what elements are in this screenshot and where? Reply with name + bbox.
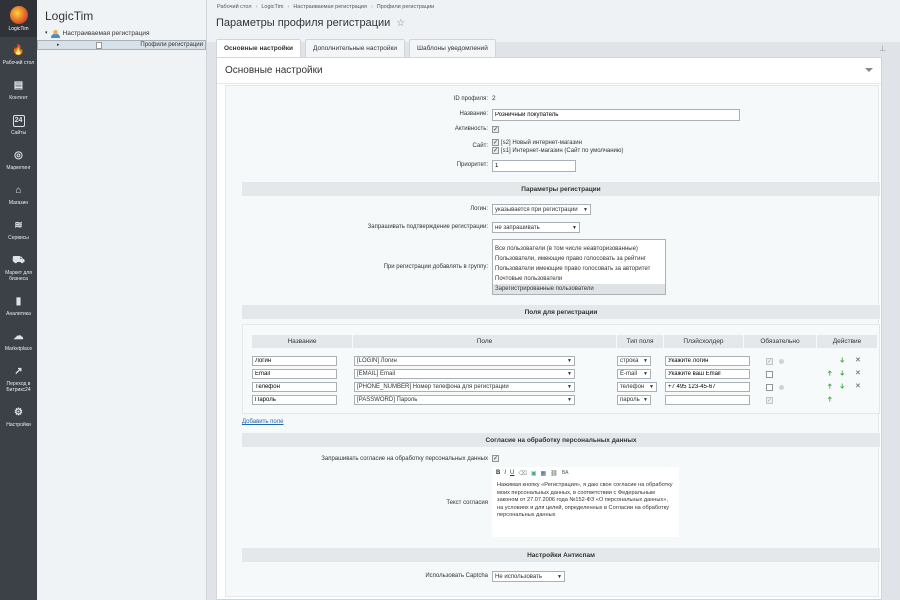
nav-item[interactable] (0, 72, 37, 107)
field-select[interactable] (354, 395, 575, 405)
field-select-value: [PHONE_NUMBER] Номер телефона для регистрации (357, 384, 509, 390)
chevron-down-icon: ▼ (567, 371, 572, 377)
tab-bar (216, 39, 496, 57)
nav-item-label: Настройки (6, 422, 31, 428)
group-option[interactable]: Почтовые пользователи (495, 276, 563, 282)
site-s2-checkbox[interactable]: ✓ (492, 139, 499, 146)
panel-title: Основные настройки (225, 65, 323, 76)
bold-icon[interactable]: B (496, 470, 501, 476)
column-header: Название (252, 335, 352, 348)
tree-item-label: Профили регистрации (140, 42, 203, 48)
table-row (243, 356, 879, 369)
chevron-down-icon: ▼ (643, 358, 648, 364)
section-registration-fields: Поля для регистрации (242, 305, 880, 319)
active-checkbox[interactable]: ✓ (492, 126, 499, 133)
breadcrumb-separator: › (287, 4, 290, 10)
type-select-value: строка (620, 358, 639, 364)
tree-item-custom-registration[interactable] (37, 26, 206, 40)
nav-item[interactable] (0, 358, 37, 399)
required-checkbox[interactable] (766, 384, 773, 391)
site-s1-checkbox[interactable]: ✓ (492, 147, 499, 154)
chevron-down-icon: ▼ (567, 384, 572, 390)
move-up-icon[interactable]: ➔ (826, 383, 834, 389)
field-select[interactable] (354, 382, 575, 392)
bullet-icon: ▸ (57, 42, 60, 48)
settings-panel (216, 57, 882, 600)
nav-item[interactable] (0, 288, 37, 323)
table-row (243, 395, 879, 408)
consent-ask-checkbox[interactable]: ✓ (492, 455, 499, 462)
login-select[interactable] (492, 204, 591, 215)
login-label: Логин: (470, 206, 488, 212)
form-area (225, 85, 879, 597)
placeholder-input[interactable] (665, 369, 750, 379)
chevron-down-icon: ▼ (649, 384, 654, 390)
tab-main-settings[interactable]: Основные настройки (216, 39, 301, 57)
help-icon[interactable] (779, 359, 784, 364)
site-option-s2[interactable] (492, 139, 582, 146)
column-header: Действие (817, 335, 877, 348)
chevron-down-icon: ▼ (572, 224, 577, 231)
cart-icon: ⛟ (12, 255, 25, 266)
delete-icon[interactable]: ✕ (855, 357, 861, 364)
nav-item[interactable] (0, 142, 37, 177)
field-name-input[interactable] (252, 356, 337, 366)
fields-table (242, 324, 880, 414)
target-icon: ◎ (14, 150, 23, 161)
cloud-download-icon: ☁ (13, 331, 24, 342)
eraser-icon[interactable]: ⌫ (518, 471, 527, 477)
nav-item-label: Маркет для бизнеса (5, 270, 32, 282)
move-down-icon[interactable]: ➔ (837, 370, 845, 376)
nav-item[interactable] (0, 399, 37, 434)
image-icon[interactable]: ▣ (530, 471, 537, 477)
link-icon[interactable]: ⛓ (550, 471, 558, 477)
delete-icon[interactable]: ✕ (855, 383, 861, 390)
name-input[interactable] (492, 109, 740, 121)
breadcrumb-separator: › (370, 4, 373, 10)
tree-item-label: Настраиваемая регистрация (62, 29, 150, 37)
type-select-value: E-mail (620, 371, 638, 377)
help-icon[interactable] (779, 385, 784, 390)
move-down-icon[interactable]: ➔ (837, 357, 845, 363)
nav-item-label: Переход в Битрикс24 (6, 381, 31, 393)
column-header: Обязательно (744, 335, 816, 348)
consent-ask-label: Запрашивать согласие на обработку персональных данных (321, 456, 488, 462)
type-select-value: пароль (620, 397, 640, 403)
breadcrumb-item[interactable]: Рабочий стол (217, 4, 252, 10)
nav-item-label: Аналитика (6, 311, 31, 317)
section-consent: Согласие на обработку персональных данных (242, 433, 880, 447)
section-registration-params: Параметры регистрации (242, 182, 880, 196)
field-select[interactable] (354, 356, 575, 366)
move-down-icon[interactable]: ➔ (837, 383, 845, 389)
column-header: Поле (353, 335, 616, 348)
field-select-value: [PASSWORD] Пароль (357, 397, 418, 403)
pin-icon[interactable]: ⊥ (879, 44, 886, 53)
tree-item-registration-profiles[interactable] (37, 40, 206, 50)
bar-chart-icon: ▮ (15, 296, 22, 307)
required-checkbox[interactable] (766, 371, 773, 378)
breadcrumb-item[interactable]: Настраиваемая регистрация (293, 4, 367, 10)
underline-icon[interactable]: U (510, 470, 515, 476)
nav-item[interactable] (0, 247, 37, 288)
group-option[interactable]: Пользователи, имеющие право голосовать за рейтинг (495, 256, 646, 262)
captcha-label: Использовать Captcha (425, 573, 488, 579)
table-row (243, 382, 879, 395)
group-option[interactable]: Пользователи имеющие право голосовать за авторитет (495, 266, 651, 272)
logo-label: LogicTim (8, 25, 29, 32)
site-label: Сайт: (472, 143, 488, 149)
nav-item-label: Магазин (8, 200, 29, 206)
gear-icon: ⚙ (14, 407, 23, 418)
italic-icon[interactable]: I (504, 470, 507, 476)
site-option-label: [s2] Новый интернет-магазин (501, 139, 582, 146)
section-antispam: Настройки Антиспам (242, 548, 880, 562)
chevron-down-icon: ▼ (643, 397, 648, 403)
captcha-select-value: Не использовать (495, 573, 542, 580)
fire-icon: 🔥 (12, 45, 25, 56)
move-up-icon[interactable]: ➔ (826, 396, 834, 402)
site-option-s1[interactable] (492, 147, 623, 154)
nav-item-label: Рабочий стол (2, 60, 35, 66)
consent-editor[interactable] (492, 467, 679, 537)
add-field-link[interactable]: Добавить поле (242, 419, 284, 425)
login-select-value: указывается при регистрации (495, 206, 578, 213)
nav-item[interactable] (0, 323, 37, 358)
chevron-down-icon: ▼ (567, 397, 572, 403)
nav-item[interactable] (0, 212, 37, 247)
type-select[interactable] (617, 369, 651, 379)
tab-notification-templates[interactable]: Шаблоны уведомлений (409, 39, 496, 57)
nav-item-label: Контент (9, 95, 28, 101)
chevron-down-icon: ▼ (567, 358, 572, 364)
column-header: Плэйсхолдер (664, 335, 743, 348)
page-icon (96, 42, 102, 49)
field-select-value: [LOGIN] Логин (357, 358, 397, 364)
priority-label: Приоритет: (456, 162, 488, 168)
chevron-down-icon: ▼ (583, 206, 588, 213)
chevron-down-icon: ▼ (557, 573, 562, 580)
groups-listbox[interactable] (492, 239, 666, 295)
required-checkbox[interactable]: ✓ (766, 397, 773, 404)
logo-icon (10, 6, 28, 24)
breadcrumb-item[interactable]: Профили регистрации (376, 4, 435, 10)
table-row (243, 369, 879, 382)
field-name-input[interactable] (252, 369, 337, 379)
page-title (216, 17, 405, 29)
editor-toolbar (493, 468, 678, 479)
breadcrumb-separator: › (255, 4, 258, 10)
delete-icon[interactable]: ✕ (855, 370, 861, 377)
collapse-caret-icon[interactable] (865, 68, 873, 72)
type-select[interactable] (617, 382, 657, 392)
field-name-input[interactable] (252, 382, 337, 392)
group-option-selected[interactable]: Зарегистрированные пользователи (493, 284, 665, 294)
brand-title: LogicTim (45, 9, 94, 23)
nav-item[interactable] (0, 107, 37, 142)
user-icon (51, 29, 60, 38)
page-title-text: Параметры профиля регистрации (216, 17, 391, 29)
name-label: Название: (459, 111, 488, 117)
group-option[interactable]: Все пользователи (в том числе неавторизованные) (495, 246, 638, 252)
nav-item-label: Маркетинг (6, 165, 31, 171)
required-checkbox[interactable]: ✓ (766, 358, 773, 365)
consent-text-label: Текст согласия (446, 500, 488, 506)
chevron-down-icon: ▼ (643, 371, 648, 377)
nav-item-label: Marketplace (4, 346, 33, 352)
breadcrumb (217, 4, 434, 10)
external-link-icon: ↗ (14, 366, 23, 377)
nav-item-label: Сервисы (8, 235, 29, 241)
field-name-input[interactable] (252, 395, 337, 405)
page-header (207, 0, 900, 42)
type-select-value: телефон (620, 384, 645, 390)
layers-icon: ≋ (14, 220, 23, 231)
left-navigation (0, 0, 37, 600)
confirm-label: Запрашивать подтверждение регистрации: (367, 224, 488, 230)
document-icon: ▤ (13, 80, 24, 91)
nav-item[interactable] (0, 177, 37, 212)
app-logo[interactable] (0, 0, 37, 37)
confirm-select[interactable] (492, 222, 580, 233)
tab-additional-settings[interactable]: Дополнительные настройки (305, 39, 405, 57)
captcha-select[interactable] (492, 571, 565, 582)
placeholder-input[interactable] (665, 356, 750, 366)
calendar-24-icon: 24 (13, 115, 25, 127)
basket-icon: ⌂ (15, 185, 22, 196)
active-label: Активность: (454, 126, 488, 132)
id-label: ID профиля: (453, 96, 488, 102)
star-icon[interactable]: ☆ (396, 17, 406, 29)
id-value: 2 (492, 95, 496, 102)
collapse-icon[interactable]: ▾ (45, 30, 48, 36)
breadcrumb-item[interactable]: LogicTim (261, 4, 284, 10)
table-icon[interactable]: ▦ (540, 471, 547, 477)
nav-item[interactable] (0, 37, 37, 72)
priority-input[interactable] (492, 160, 576, 172)
type-select[interactable] (617, 356, 651, 366)
field-select[interactable] (354, 369, 575, 379)
tree-panel (37, 0, 207, 600)
column-header: Тип поля (617, 335, 663, 348)
nav-item-label: Сайты (10, 130, 27, 136)
consent-text[interactable]: Нажимая кнопку «Регистрация», я даю свое согласие на обработку моих персональных данных, в соответствии с Федеральным законом от 27.07.2006 года №152-ФЗ «О персональных данных», на условиях и для целей, определенных в Согласии на обработку персональных данных (497, 482, 673, 518)
font-size-icon[interactable]: BA (561, 470, 569, 476)
site-option-label: [s1] Интернет-магазин (Сайт по умолчанию) (501, 147, 624, 154)
type-select[interactable] (617, 395, 651, 405)
placeholder-input[interactable] (665, 382, 750, 392)
confirm-select-value: не запрашивать (495, 224, 540, 231)
panel-header (217, 58, 881, 84)
move-up-icon[interactable]: ➔ (826, 370, 834, 376)
groups-label: При регистрации добавлять в группу: (383, 264, 488, 270)
placeholder-input[interactable] (665, 395, 750, 405)
field-select-value: [EMAIL] Email (357, 371, 396, 377)
